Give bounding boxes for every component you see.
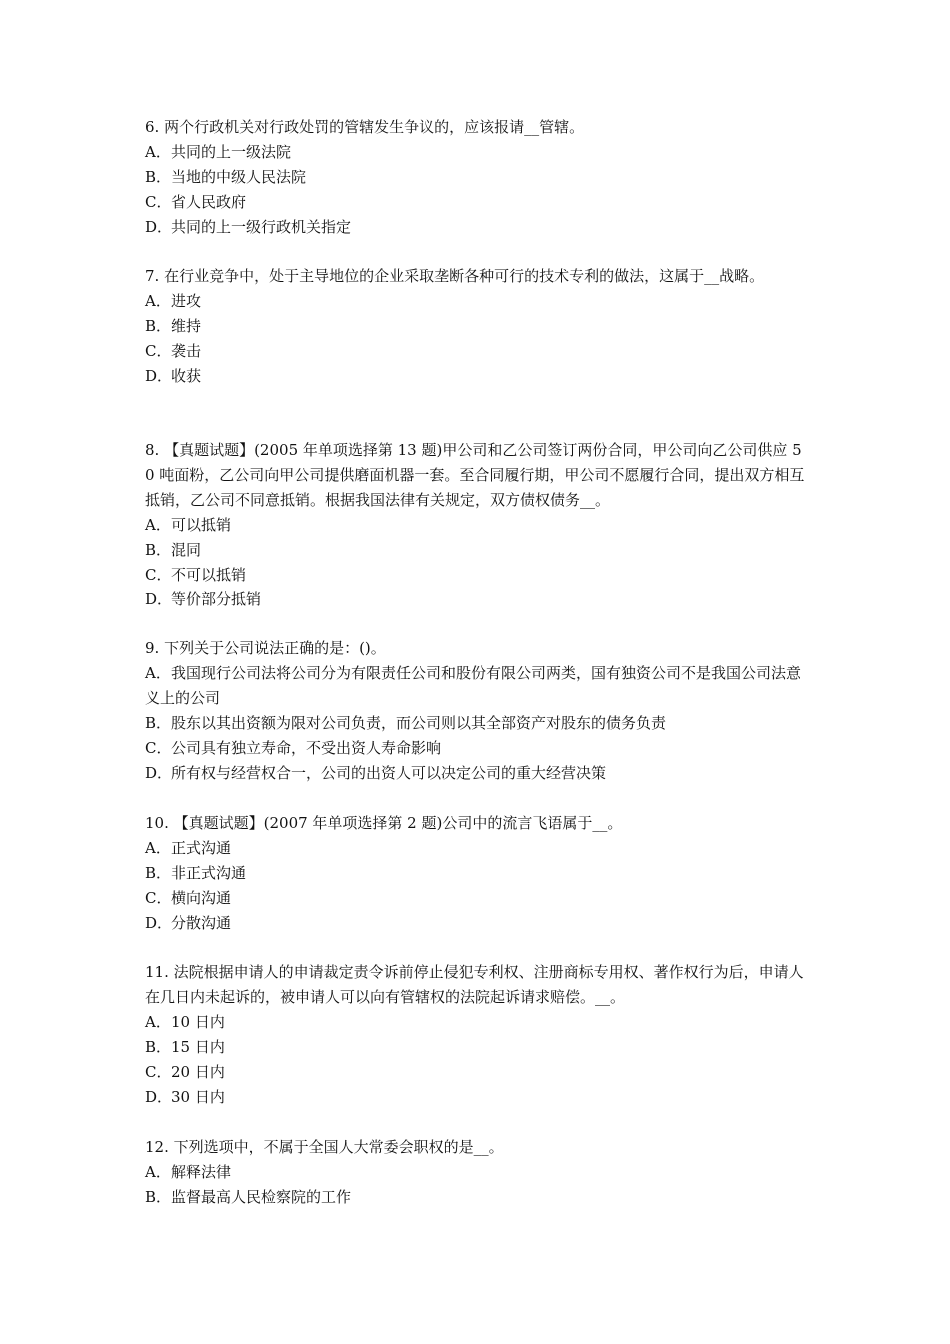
- option-a: [145, 1010, 810, 1035]
- option-b: [145, 314, 810, 339]
- option-text: 30 日内: [171, 1087, 225, 1106]
- option-b: [145, 711, 810, 736]
- option-text: 不可以抵销: [171, 565, 247, 584]
- option-text: 横向沟通: [171, 888, 232, 907]
- option-letter: D．: [145, 913, 173, 932]
- option-letter: D．: [145, 1087, 173, 1106]
- option-a: [145, 140, 810, 165]
- option-d: [145, 364, 810, 389]
- option-letter: A．: [145, 1012, 171, 1031]
- option-d: [145, 215, 810, 240]
- option-a: [145, 289, 810, 314]
- option-letter: C．: [145, 1062, 172, 1081]
- question-stem: 9. 下列关于公司说法正确的是：()。: [145, 639, 386, 657]
- option-letter: A．: [145, 1162, 171, 1181]
- option-d: [145, 761, 810, 786]
- option-text: 袭击: [171, 341, 202, 360]
- option-a: [145, 1160, 810, 1185]
- option-letter: C．: [145, 738, 172, 757]
- option-b: [145, 165, 810, 190]
- option-text: 监督最高人民检察院的工作: [171, 1187, 352, 1206]
- option-text: 我国现行公司法将公司分为有限责任公司和股份有限公司两类，国有独资公司不是我国公司法意义上的公司: [145, 663, 802, 707]
- question-12: [145, 1135, 810, 1210]
- question-9: [145, 636, 810, 785]
- option-letter: A．: [145, 663, 171, 682]
- option-d: [145, 587, 810, 612]
- option-letter: D．: [145, 366, 173, 385]
- option-text: 解释法律: [171, 1162, 232, 1181]
- option-b: [145, 1185, 810, 1210]
- question-stem: 7. 在行业竞争中，处于主导地位的企业采取垄断各种可行的技术专利的做法，这属于__战略。: [145, 267, 765, 285]
- option-b: [145, 538, 810, 563]
- option-text: 所有权与经营权合一，公司的出资人可以决定公司的重大经营决策: [171, 763, 607, 782]
- option-b: [145, 1035, 810, 1060]
- option-letter: C．: [145, 565, 172, 584]
- option-text: 共同的上一级法院: [171, 142, 292, 161]
- question-10: [145, 811, 810, 936]
- option-letter: B．: [145, 1037, 172, 1056]
- option-d: [145, 1085, 810, 1110]
- option-text: 股东以其出资额为限对公司负责，而公司则以其全部资产对股东的债务负责: [171, 713, 667, 732]
- option-text: 非正式沟通: [171, 863, 247, 882]
- option-letter: A．: [145, 515, 171, 534]
- option-letter: B．: [145, 1187, 172, 1206]
- option-letter: A．: [145, 142, 171, 161]
- option-letter: B．: [145, 316, 172, 335]
- option-text: 正式沟通: [171, 838, 232, 857]
- option-d: [145, 911, 810, 936]
- option-letter: A．: [145, 838, 171, 857]
- option-text: 进攻: [171, 291, 202, 310]
- option-text: 15 日内: [171, 1037, 225, 1056]
- option-letter: D．: [145, 590, 173, 609]
- option-text: 等价部分抵销: [171, 590, 262, 609]
- option-c: [145, 736, 810, 761]
- option-text: 20 日内: [171, 1062, 225, 1081]
- option-c: [145, 563, 810, 588]
- option-text: 收获: [171, 366, 202, 385]
- option-letter: B．: [145, 713, 172, 732]
- question-stem: 12. 下列选项中，不属于全国人大常委会职权的是__。: [145, 1138, 504, 1156]
- option-letter: B．: [145, 167, 172, 186]
- option-text: 公司具有独立寿命，不受出资人寿命影响: [171, 738, 442, 757]
- option-text: 10 日内: [171, 1012, 225, 1031]
- option-text: 共同的上一级行政机关指定: [171, 217, 352, 236]
- question-8: [145, 438, 810, 612]
- option-text: 当地的中级人民法院: [171, 167, 307, 186]
- option-c: [145, 1060, 810, 1085]
- question-stem: 10. 【真题试题】(2007 年单项选择第 2 题)公司中的流言飞语属于__。: [145, 814, 623, 832]
- option-text: 省人民政府: [171, 192, 247, 211]
- option-letter: A．: [145, 291, 171, 310]
- question-stem: 6. 两个行政机关对行政处罚的管辖发生争议的，应该报请__管辖。: [145, 118, 585, 136]
- option-letter: B．: [145, 863, 172, 882]
- option-c: [145, 886, 810, 911]
- option-text: 分散沟通: [171, 913, 232, 932]
- option-a: [145, 836, 810, 861]
- option-b: [145, 861, 810, 886]
- question-stem: 8. 【真题试题】(2005 年单项选择第 13 题)甲公司和乙公司签订两份合同，甲公司向乙公司供应 50 吨面粉，乙公司向甲公司提供磨面机器一套。至合同履行期，甲公司不愿履行合同，提出双方相互抵销，乙公司不同意抵销。根据我国法律有关规定，双方债权债务__。: [145, 441, 805, 509]
- option-letter: D．: [145, 763, 173, 782]
- question-7: [145, 264, 810, 389]
- option-a: [145, 661, 810, 711]
- option-text: 可以抵销: [171, 515, 232, 534]
- option-c: [145, 190, 810, 215]
- question-stem: 11. 法院根据申请人的申请裁定责令诉前停止侵犯专利权、注册商标专用权、著作权行为后，申请人在几日内未起诉的，被申请人可以向有管辖权的法院起诉请求赔偿。__。: [145, 963, 804, 1006]
- option-letter: D．: [145, 217, 173, 236]
- option-c: [145, 339, 810, 364]
- question-6: [145, 115, 810, 240]
- option-letter: C．: [145, 888, 172, 907]
- option-a: [145, 513, 810, 538]
- option-letter: B．: [145, 540, 172, 559]
- option-letter: C．: [145, 192, 172, 211]
- option-letter: C．: [145, 341, 172, 360]
- option-text: 维持: [171, 316, 202, 335]
- question-11: [145, 960, 810, 1109]
- option-text: 混同: [171, 540, 202, 559]
